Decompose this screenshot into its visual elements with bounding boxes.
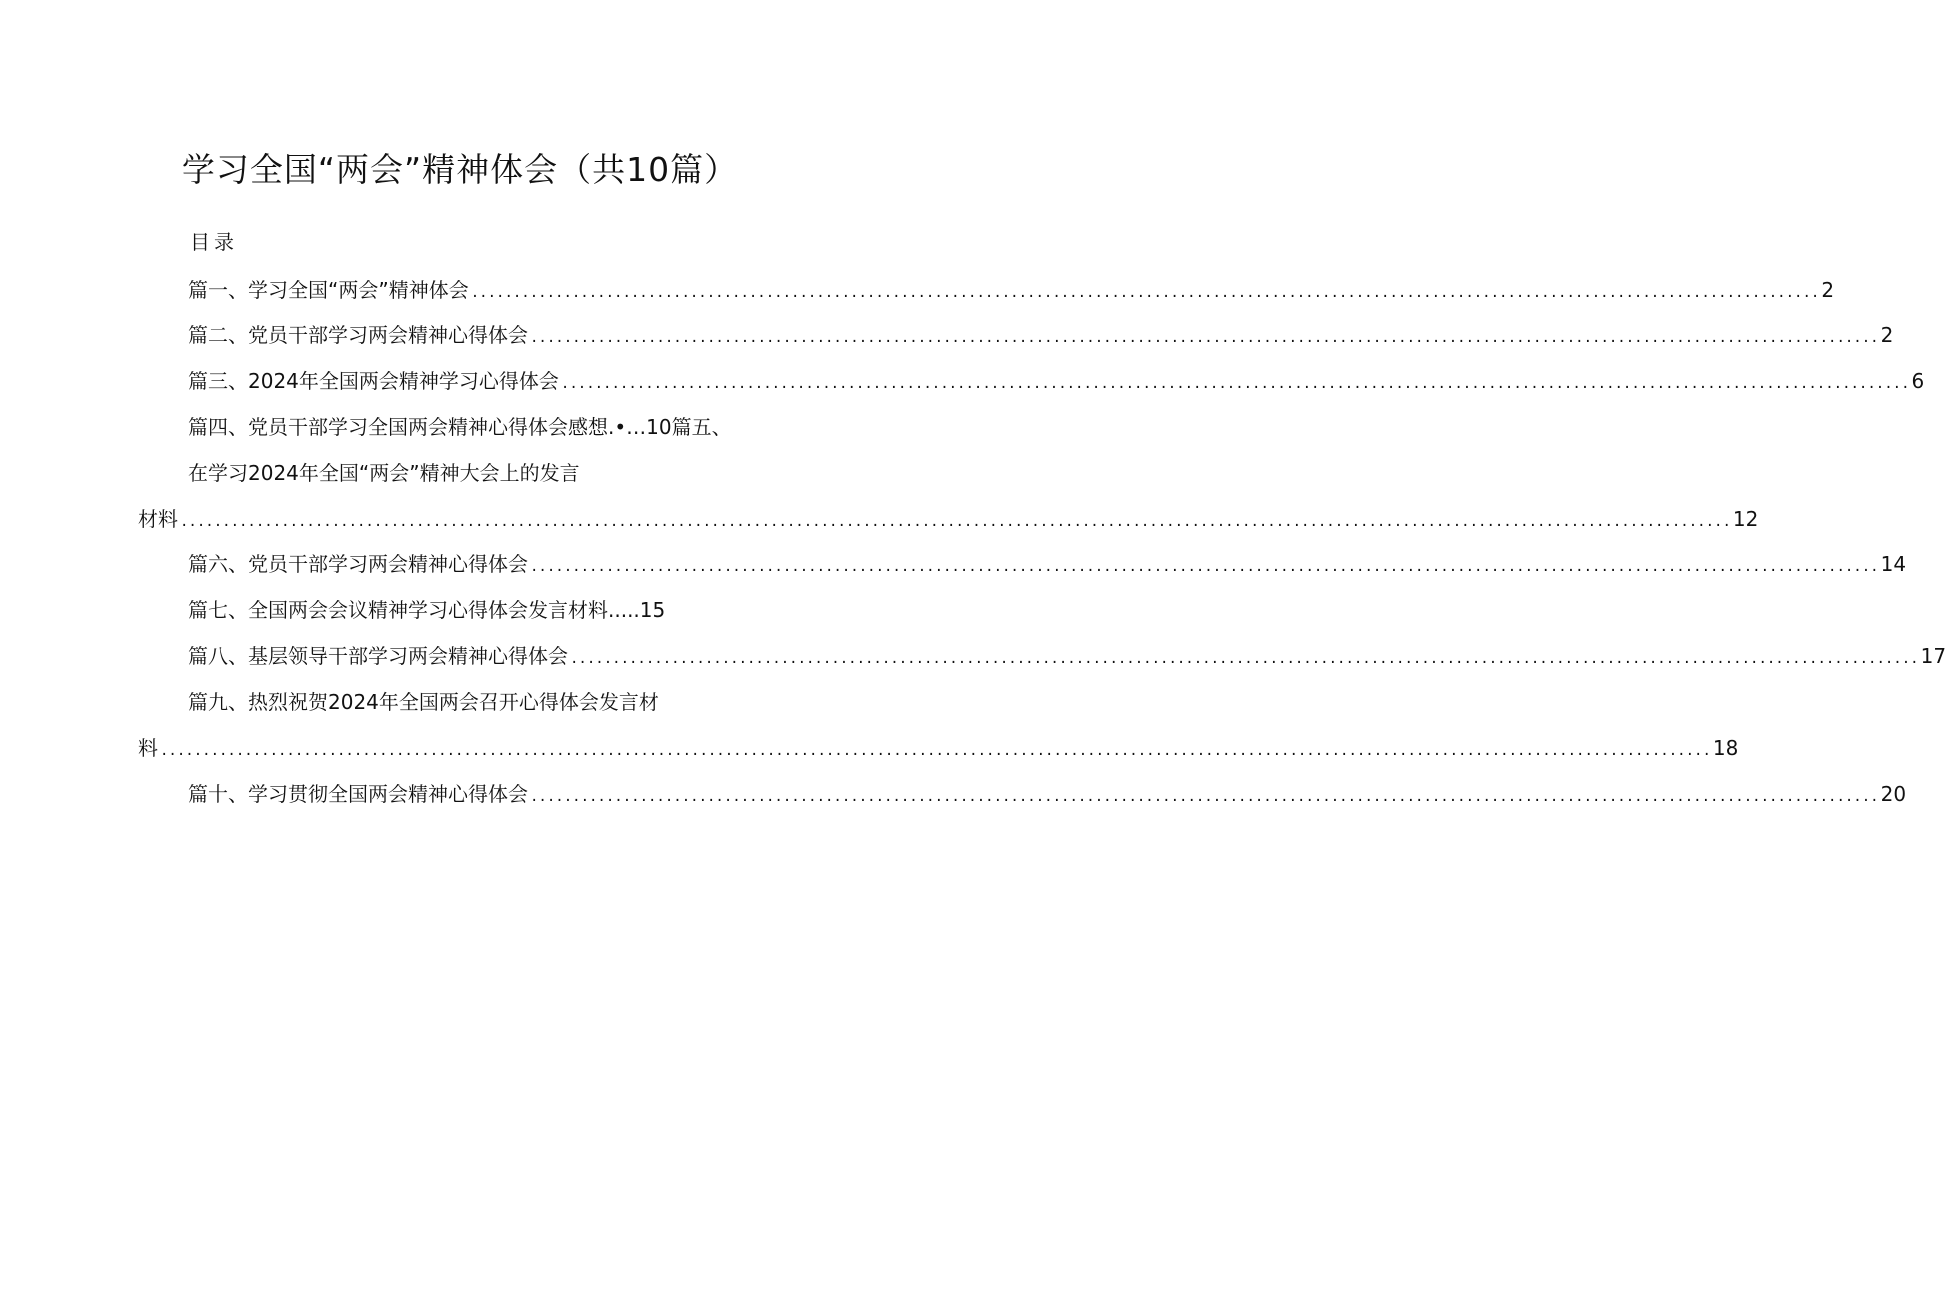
toc-entry-1[interactable] [188,275,1835,308]
toc-entry-page: 14 [1880,552,1907,576]
toc-leader-dots: ................................................................................................................................................................ [530,559,1879,575]
toc-entry-page: 6 [1911,369,1925,393]
toc-entry-page: 18 [1712,736,1739,760]
toc-entry-page: 20 [1880,782,1907,806]
toc-entry-label: 篇六、党员干部学习两会精神心得体会 [188,552,528,576]
toc-leader-dots: ................................................................................................................................................................ [530,789,1879,805]
toc-leader-dots: ................................................................................................................................................................ [570,651,1919,667]
toc-entry-3[interactable] [188,366,1925,399]
toc-entry-10[interactable] [188,779,1907,812]
toc-entry-label: 篇十、学习贯彻全国两会精神心得体会 [188,782,528,806]
toc-leader-dots: ................................................................................................................................................................ [530,330,1879,346]
toc-entry-label: 篇二、党员干部学习两会精神心得体会 [188,323,528,347]
toc-leader-dots: ................................................................................................................................................................ [560,376,1910,392]
toc-entry-9-line-1[interactable]: 篇九、热烈祝贺2024年全国两会召开心得体会发言材 [188,690,659,714]
toc-entry-9-line-2[interactable] [138,733,1739,766]
toc-entry-page: 17 [1920,644,1946,668]
toc-entry-label: 篇八、基层领导干部学习两会精神心得体会 [188,644,568,668]
toc-entry-label: 料 [138,736,158,760]
toc-leader-dots: ................................................................................................................................................................ [470,285,1820,301]
toc-entry-5-line-1[interactable]: 在学习2024年全国“两会”精神大会上的发言 [188,461,580,485]
toc-entry-page: 2 [1821,278,1835,302]
toc-entry-label: 篇一、学习全国“两会”精神体会 [188,278,469,302]
toc-leader-dots: ........................................................................................................................................................................................ [160,743,1711,759]
toc-entry-label: 材料 [138,507,178,531]
toc-entry-page: 2 [1880,323,1894,347]
document-title: 学习全国“两会”精神体会（共10篇） [181,150,739,189]
toc-entry-4[interactable]: 篇四、党员干部学习全国两会精神心得体会感想.•…10篇五、 [188,415,732,439]
toc-entry-7[interactable]: 篇七、全国两会会议精神学习心得体会发言材料.....15 [188,598,666,622]
toc-entry-6[interactable] [188,549,1907,582]
toc-entry-label: 篇三、2024年全国两会精神学习心得体会 [188,369,559,393]
toc-entry-5-line-2[interactable] [138,504,1759,537]
toc-entry-2[interactable] [188,320,1894,353]
toc-entry-page: 12 [1732,507,1759,531]
toc-leader-dots: ........................................................................................................................................................................................ [180,514,1731,530]
toc-entry-8[interactable] [188,641,1946,674]
toc-heading: 目录 [190,230,238,254]
